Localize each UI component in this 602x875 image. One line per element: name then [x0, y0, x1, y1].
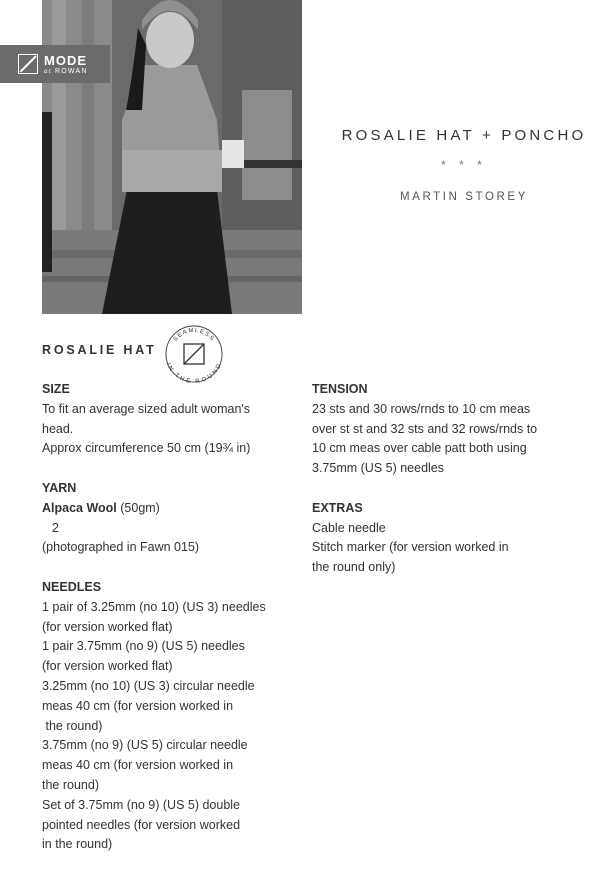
- needles-line: 1 pair of 3.25mm (no 10) (US 3) needles: [42, 599, 266, 614]
- badge-top-text: SEAMLESS: [172, 327, 216, 343]
- needles-line: meas 40 cm (for version worked in: [42, 698, 234, 713]
- brand-logo: [0, 45, 110, 83]
- designer-name: MARTIN STOREY: [400, 191, 528, 203]
- yarn-name-line: [42, 499, 292, 519]
- left-column: [42, 380, 292, 875]
- needles-line: 1 pair 3.75mm (no 9) (US 5) needles: [42, 639, 245, 654]
- logo-sub-text: at ROWAN: [44, 66, 88, 75]
- size-heading: SIZE: [42, 382, 70, 396]
- yarn-photographed: (photographed in Fawn 015): [42, 540, 200, 555]
- needles-line: the round): [42, 777, 99, 792]
- yarn-weight: (50gm): [116, 500, 160, 515]
- tension-line: 3.75mm (US 5) needles: [312, 461, 445, 476]
- tension-line: 10 cm meas over cable patt both using: [312, 441, 527, 456]
- yarn-block: [42, 479, 292, 558]
- needles-line: (for version worked flat): [42, 659, 173, 674]
- size-line: To fit an average sized adult woman's: [42, 401, 251, 416]
- extras-line: the round only): [312, 560, 396, 575]
- logo-main-text: MODE: [44, 52, 87, 68]
- section-title: ROSALIE HAT: [42, 343, 157, 357]
- needles-line: pointed needles (for version worked: [42, 817, 241, 832]
- right-column: [312, 380, 572, 598]
- yarn-name: Alpaca Wool: [42, 500, 117, 515]
- size-block: [42, 380, 292, 459]
- needles-line: meas 40 cm (for version worked in: [42, 758, 234, 773]
- logo-square-icon: [18, 54, 38, 74]
- title-separator: * * *: [441, 158, 487, 172]
- extras-heading: EXTRAS: [312, 500, 363, 515]
- needles-heading: NEEDLES: [42, 579, 102, 594]
- size-line: Approx circumference 50 cm (19¾ in): [42, 441, 251, 456]
- yarn-heading: YARN: [42, 480, 77, 495]
- needles-line: the round): [42, 718, 103, 733]
- needles-block: [42, 578, 292, 855]
- pattern-title: ROSALIE HAT + PONCHO: [341, 127, 587, 144]
- tension-line: 23 sts and 30 rows/rnds to 10 cm meas: [312, 401, 531, 416]
- extras-block: [312, 499, 572, 578]
- yarn-quantity: 2: [52, 520, 59, 535]
- tension-block: [312, 380, 572, 479]
- tension-line: over st st and 32 sts and 32 rows/rnds to: [312, 421, 538, 436]
- needles-line: (for version worked flat): [42, 619, 173, 634]
- extras-line: Cable needle: [312, 520, 386, 535]
- needles-line: Set of 3.75mm (no 9) (US 5) double: [42, 797, 241, 812]
- tension-heading: TENSION: [312, 382, 368, 396]
- seamless-badge-icon: [162, 325, 226, 383]
- needles-line: in the round): [42, 837, 113, 852]
- needles-line: 3.25mm (no 10) (US 3) circular needle: [42, 678, 255, 693]
- size-line: head.: [42, 421, 74, 436]
- needles-line: 3.75mm (no 9) (US 5) circular needle: [42, 738, 248, 753]
- badge-bottom-text: IN THE ROUND: [164, 362, 224, 383]
- extras-line: Stitch marker (for version worked in: [312, 540, 509, 555]
